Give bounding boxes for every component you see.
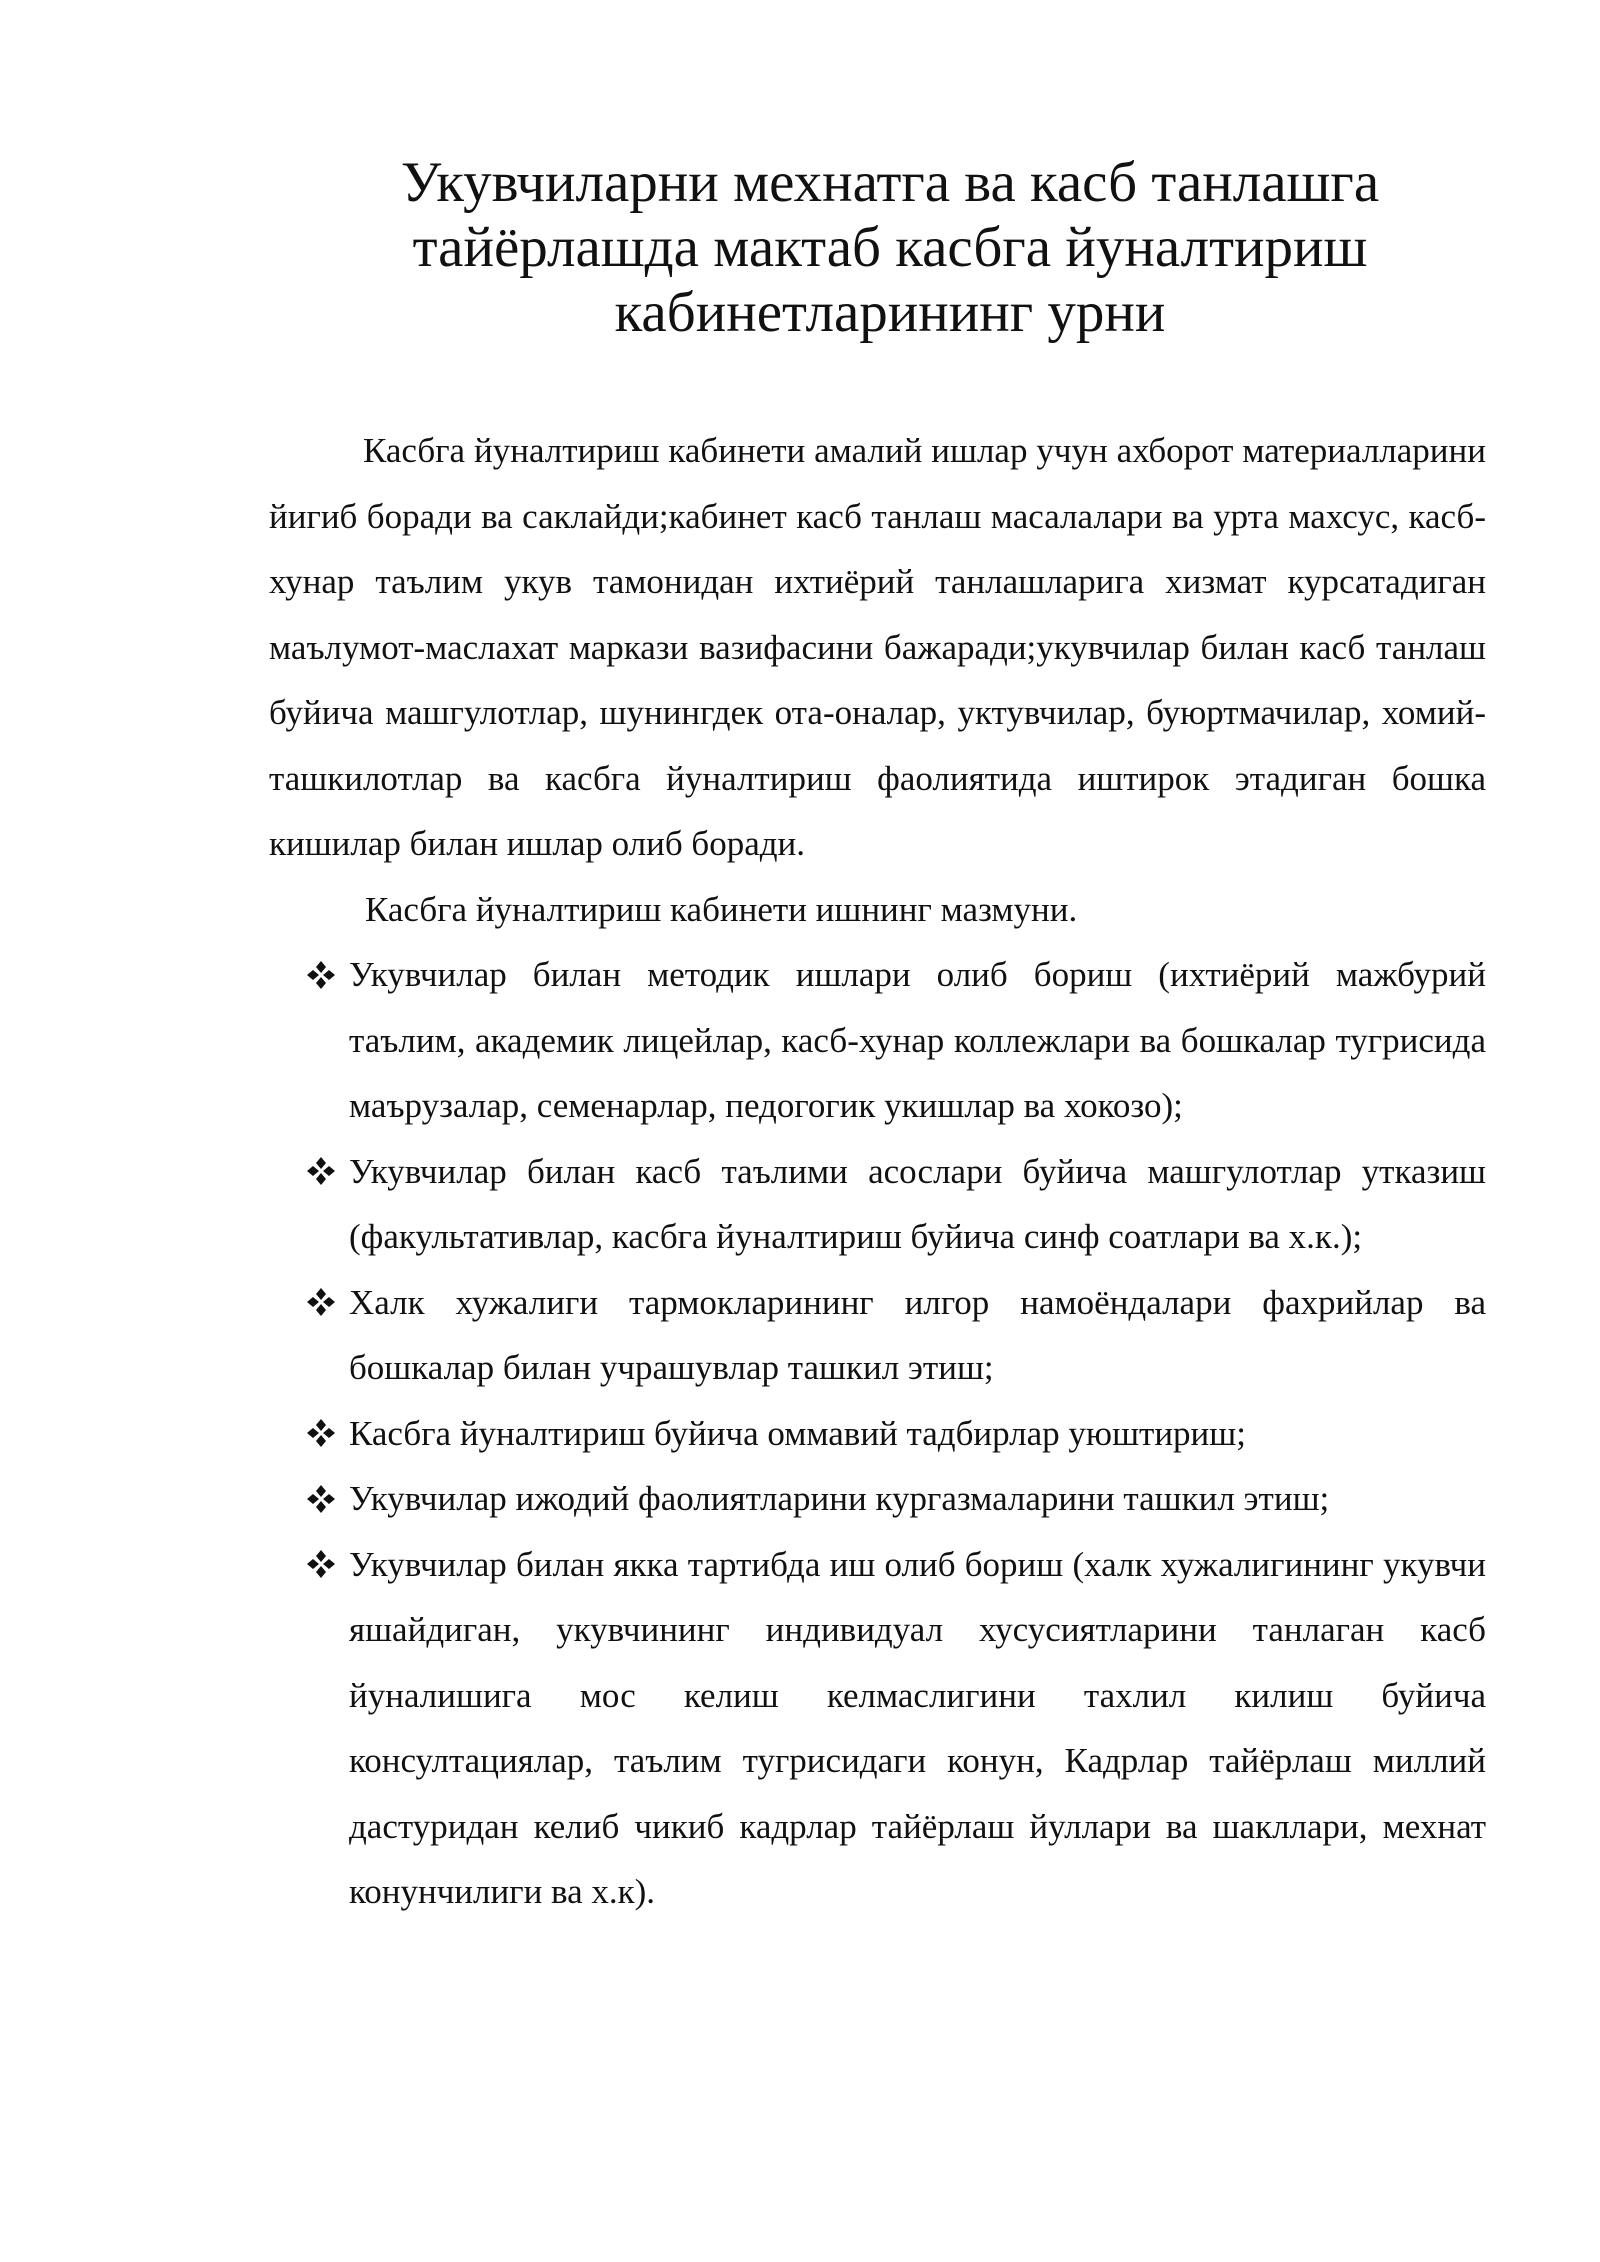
section-subheading: Касбга йуналтириш кабинети ишнинг мазмуни. <box>365 889 1078 929</box>
document-body <box>269 418 1486 1925</box>
title-line: кабинетларининг урни <box>614 281 1166 344</box>
list-item <box>349 1401 1486 1467</box>
list-item <box>349 1270 1486 1401</box>
list-item-text: Халк хужалиги тармокларининг илгор намоёндалари фахрийлар ва бошкалар билан учрашувлар ташкил этиш; <box>349 1282 1486 1387</box>
page-title <box>300 150 1480 345</box>
four-diamond-bullet-icon <box>301 1139 341 1204</box>
list-item-text: Укувчилар билан якка тартибда иш олиб бориш (халк хужалигининг укувчи яшайдиган, укувчининг индивидуал хусусиятларини танлаган касб йуналишига мос келиш келмаслигини тахлил килиш буйича консултациялар, таълим тугрисидаги конун, Кадрлар тайёрлаш миллий дастуридан келиб чикиб кадрлар тайёрлаш йуллари ва шакллари, мехнат конунчилиги ва х.к). <box>349 1544 1486 1911</box>
list-item <box>349 1466 1486 1532</box>
list-item <box>349 942 1486 1139</box>
list-item <box>349 1532 1486 1925</box>
list-item <box>349 1139 1486 1270</box>
title-line: Укувчиларни мехнатга ва касб танлашга <box>400 151 1380 214</box>
four-diamond-bullet-icon <box>301 1466 341 1531</box>
four-diamond-bullet-icon <box>301 1532 341 1597</box>
list-item-text: Касбга йуналтириш буйича оммавий тадбирлар уюштириш; <box>349 1413 1246 1453</box>
bullet-list <box>269 942 1486 1925</box>
title-line: тайёрлашда мактаб касбга йуналтириш <box>412 216 1368 279</box>
four-diamond-bullet-icon <box>301 1401 341 1466</box>
intro-paragraph: Касбга йуналтириш кабинети амалий ишлар учун ахборот материалларини йигиб боради ва саклайди;кабинет касб танлаш масалалари ва урта махсус, касб-хунар таълим укув тамонидан ихтиёрий танлашларига хизмат курсатадиган маълумот-маслахат маркази вазифасини бажаради;укувчилар билан касб танлаш буйича машгулотлар, шунингдек ота-оналар, уктувчилар, буюртмачилар, хомий-ташкилотлар ва касбга йуналтириш фаолиятида иштирок этадиган бошка кишилар билан ишлар олиб боради. <box>269 431 1486 863</box>
list-item-text: Укувчилар ижодий фаолиятларини кургазмаларини ташкил этиш; <box>349 1479 1330 1518</box>
list-item-text: Укувчилар билан касб таълими асослари буйича машгулотлар утказиш (факультативлар, касбга йуналтириш буйича синф соатлари ва х.к.); <box>349 1151 1486 1256</box>
list-item-text: Укувчилар билан методик ишлари олиб бориш (ихтиёрий мажбурий таълим, академик лицейлар, касб-хунар коллежлари ва бошкалар тугрисида маърузалар, семенарлар, педогогик укишлар ва хокозо); <box>349 955 1486 1125</box>
four-diamond-bullet-icon <box>301 1270 341 1335</box>
four-diamond-bullet-icon <box>301 942 341 1007</box>
